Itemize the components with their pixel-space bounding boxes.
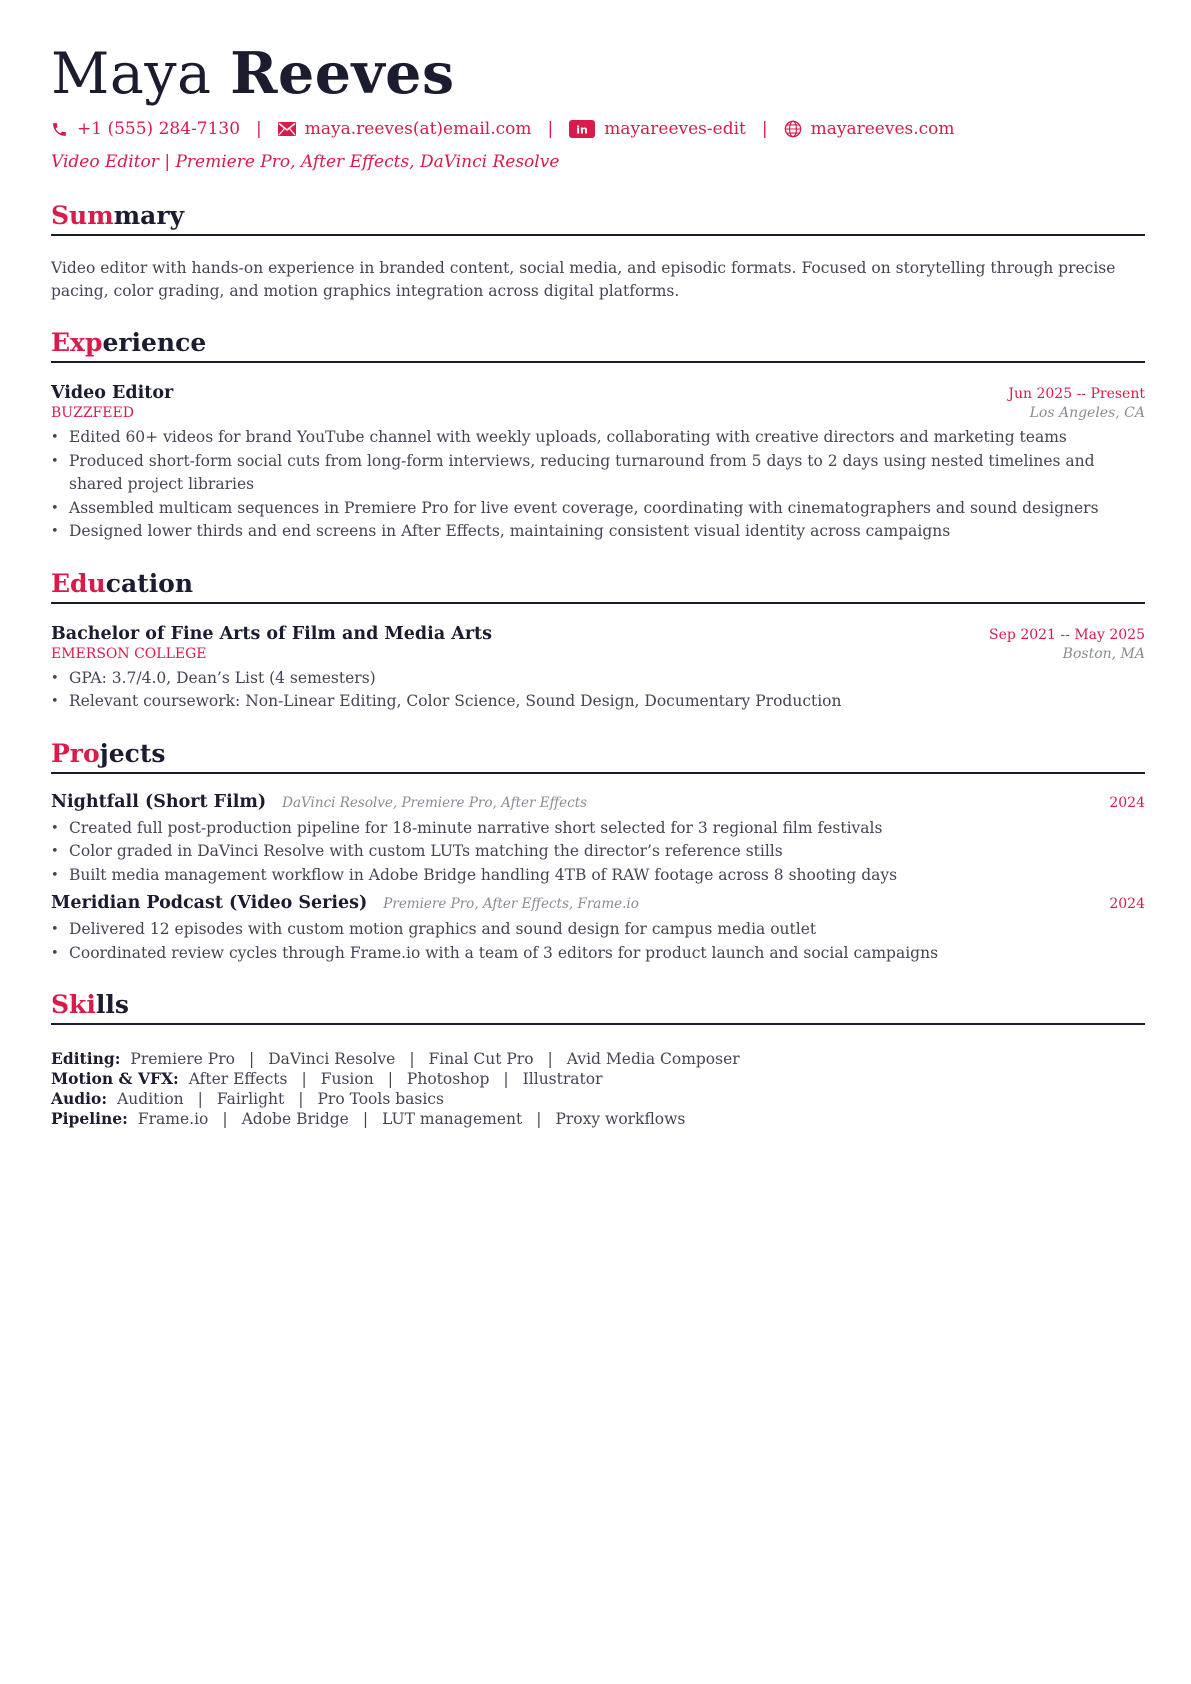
degree-title: Bachelor of Fine Arts of Film and Media Arts [51,623,492,644]
skill-separator: | [298,1090,304,1108]
skill-separator: | [301,1070,307,1088]
skill-separator: | [197,1090,203,1108]
skill-item: Frame.io [137,1110,209,1128]
project-tools: Premiere Pro, After Effects, Frame.io [383,896,639,912]
contact-bar [51,116,1145,142]
skill-item: Proxy workflows [555,1110,686,1128]
list-item: • Delivered 12 episodes with custom motion graphics and sound design for campus media outlet [51,918,1145,942]
envelope-icon [278,122,296,136]
skill-item: Fusion [320,1070,374,1088]
skill-separator: | [536,1110,542,1128]
skill-item: Audition [117,1090,184,1108]
section-title-rest: mary [113,201,185,230]
skill-item: LUT management [382,1110,523,1128]
employer: BUZZFEED [51,405,134,421]
skill-item: Photoshop [406,1070,490,1088]
resume-page [51,34,1145,1129]
list-item: • Edited 60+ videos for brand YouTube channel with weekly uploads, collaborating with creative directors and marketing teams [51,426,1145,450]
skill-separator: | [248,1050,255,1068]
skill-item: Adobe Bridge [241,1110,349,1128]
skill-separator: | [362,1110,369,1128]
skill-label: Motion & VFX: [51,1069,179,1088]
skill-item: Illustrator [522,1070,603,1088]
skill-item: Avid Media Composer [566,1050,740,1068]
section-title-education [51,568,1145,604]
list-item: • Color graded in DaVinci Resolve with custom LUTs matching the director’s reference stills [51,840,1145,864]
summary-text: Video editor with hands-on experience in branded content, social media, and episodic formats. Focused on storytelling through precise pacing, color grading, and motion graphics integration across digital platforms. [51,259,1116,300]
skill-label: Editing: [51,1049,121,1068]
section-title-rest: jects [99,738,166,768]
skill-item: After Effects [188,1070,288,1088]
section-title-projects [51,738,1145,774]
project-tools: DaVinci Resolve, Premiere Pro, After Effects [282,794,588,811]
contact-linkedin[interactable] [569,119,746,139]
project-entry [51,893,1145,965]
list-item: • Coordinated review cycles through Frame.io with a team of 3 editors for product launch and social campaigns [51,942,1145,966]
skill-item: Premiere Pro [130,1050,235,1068]
tagline: Video Editor | Premiere Pro, After Effects, DaVinci Resolve [51,152,560,172]
section-title-skills [51,989,1145,1025]
skills-list [51,1049,1145,1129]
job-title: Video Editor [51,383,174,403]
linkedin-text: mayareeves-edit [604,119,746,139]
experience-section [51,327,1145,544]
contact-separator: | [761,119,768,139]
experience-entry [51,383,1145,544]
project-date: 2024 [1109,794,1145,811]
section-title-rest: erience [102,328,207,357]
skill-separator: | [387,1070,393,1088]
skill-row [51,1069,1145,1089]
section-title-rest: cation [105,568,194,598]
projects-section [51,738,1145,966]
linkedin-badge-text: in [576,123,589,137]
section-title-accent: Sum [51,201,114,230]
section-title-accent: Ski [51,990,96,1019]
job-bullets [51,426,1145,544]
skill-separator: | [547,1050,553,1068]
list-item: • Assembled multicam sequences in Premiere Pro for live event coverage, coordinating with cinematographers and sound designers [51,497,1145,521]
contact-separator: | [256,119,262,139]
section-title-accent: Exp [51,328,103,357]
skill-item: Pro Tools basics [317,1090,444,1108]
skill-separator: | [409,1050,415,1068]
skill-separator: | [503,1070,509,1088]
skill-row [51,1089,1145,1109]
globe-icon [784,120,802,138]
skill-label: Audio: [51,1089,108,1108]
project-date: 2024 [1109,896,1145,912]
section-title-experience [51,327,1145,363]
summary-section [51,200,1145,303]
education-section [51,568,1145,714]
list-item: • Created full post-production pipeline for 18-minute narrative short selected for 3 regional film festivals [51,817,1145,841]
first-name: Maya [51,41,212,107]
school: EMERSON COLLEGE [51,645,207,662]
candidate-name [51,34,1145,114]
phone-text: +1 (555) 284-7130 [77,119,241,139]
job-location: Los Angeles, CA [1029,405,1145,421]
linkedin-icon [569,120,595,138]
contact-website[interactable] [784,119,955,139]
list-item: • Designed lower thirds and end screens in After Effects, maintaining consistent visual identity across campaigns [51,520,1145,544]
school-location: Boston, MA [1062,645,1145,662]
list-item: • Produced short-form social cuts from long-form interviews, reducing turnaround from 5 days to 2 days using nested timelines and shared project libraries [51,450,1145,497]
list-item: • Relevant coursework: Non-Linear Editing, Color Science, Sound Design, Documentary Production [51,690,1145,714]
contact-phone[interactable] [51,119,240,139]
skill-item: DaVinci Resolve [268,1050,396,1068]
email-text: maya.reeves(at)email.com [304,119,532,139]
project-title: Meridian Podcast (Video Series) [51,893,368,913]
job-date: Jun 2025 -- Present [1008,386,1145,402]
phone-icon [51,121,68,138]
section-title-rest: lls [95,990,129,1019]
list-item: • GPA: 3.7/4.0, Dean’s List (4 semesters) [51,667,1145,691]
degree-date: Sep 2021 -- May 2025 [989,626,1145,643]
list-item: • Built media management workflow in Adobe Bridge handling 4TB of RAW footage across 8 shooting days [51,864,1145,888]
website-text: mayareeves.com [810,119,955,139]
skills-section [51,989,1145,1129]
skill-separator: | [222,1110,228,1128]
skill-row [51,1049,1145,1069]
skill-item: Fairlight [216,1090,285,1108]
contact-email[interactable] [278,119,532,139]
section-title-summary [51,200,1145,236]
project-title: Nightfall (Short Film) [51,791,267,812]
project-bullets [51,817,1145,888]
project-bullets [51,918,1145,965]
education-entry [51,624,1145,714]
last-name: Reeves [230,40,455,107]
section-title-accent: Edu [51,568,106,598]
section-title-accent: Pro [51,738,100,768]
contact-separator: | [547,119,554,139]
skill-row [51,1109,1145,1129]
project-entry [51,792,1145,888]
education-bullets [51,667,1145,714]
skill-label: Pipeline: [51,1109,128,1128]
skill-item: Final Cut Pro [428,1050,534,1068]
